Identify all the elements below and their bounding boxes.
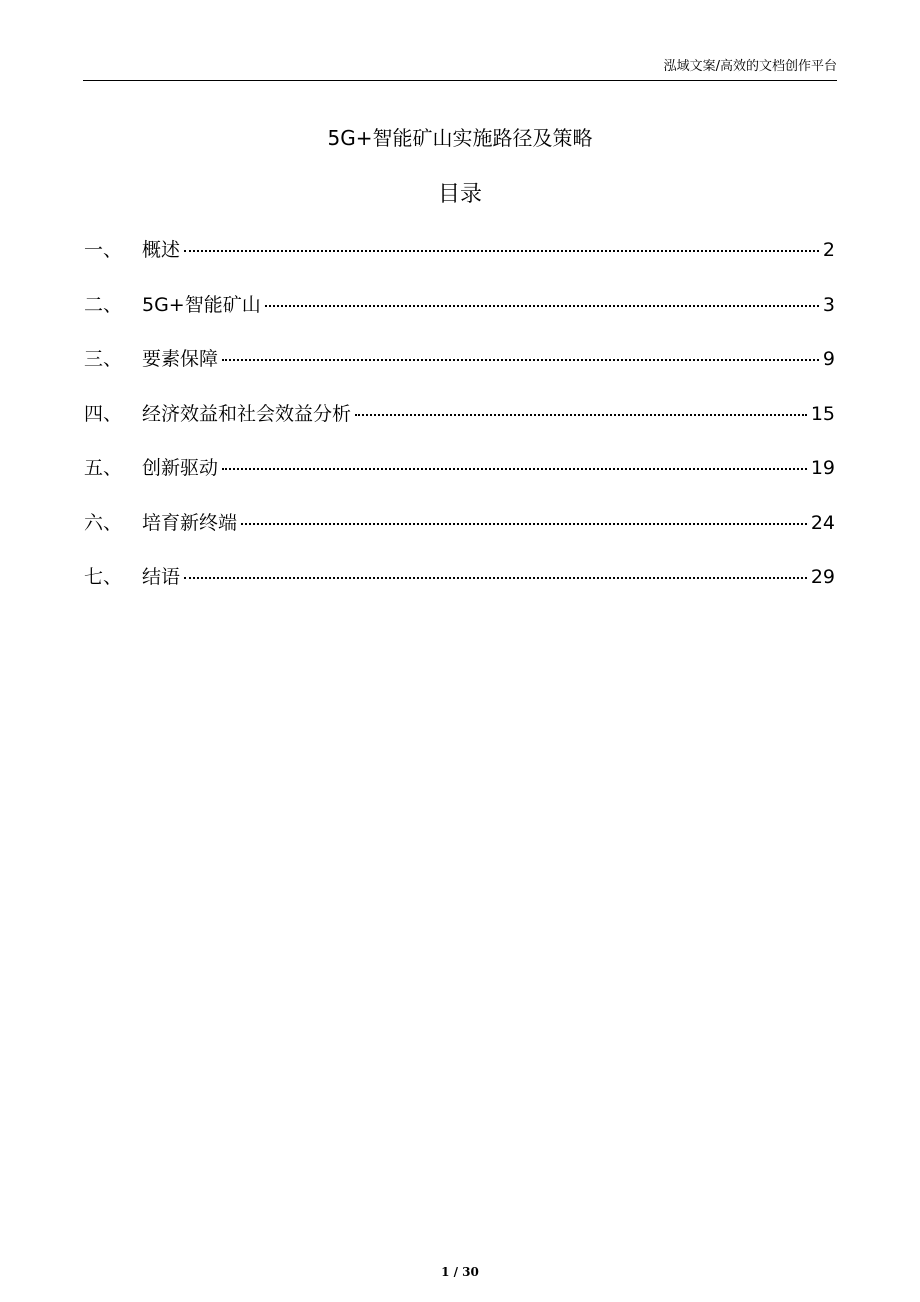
toc-entry-title: 经济效益和社会效益分析 [142, 402, 352, 425]
toc-entry-title: 培育新终端 [142, 511, 238, 534]
toc-entry-page: 19 [810, 457, 835, 479]
toc-entry-title: 创新驱动 [142, 457, 219, 479]
toc-entry[interactable] [84, 563, 835, 618]
toc-entry-number: 六、 [84, 511, 123, 534]
header-text: 泓域文案/高效的文档创作平台 [663, 59, 837, 74]
toc-leader-dots [184, 250, 819, 252]
toc-entry-number: 四、 [84, 402, 123, 425]
toc-entry[interactable] [84, 236, 835, 291]
toc-leader-dots [222, 468, 807, 470]
toc-entry[interactable] [84, 345, 835, 400]
toc-entry-title: 5G+智能矿山 [142, 293, 261, 316]
toc-leader-dots [265, 305, 819, 307]
toc-leader-dots [222, 359, 819, 361]
toc-entry[interactable] [84, 291, 835, 346]
toc-entry-number: 三、 [84, 348, 123, 370]
table-of-contents [84, 236, 835, 618]
toc-leader-dots [355, 414, 807, 416]
toc-entry-title: 结语 [142, 566, 181, 588]
toc-entry-number: 五、 [84, 457, 123, 479]
toc-entry-title: 概述 [142, 239, 181, 261]
toc-entry-page: 9 [822, 348, 835, 370]
toc-entry-page: 3 [822, 293, 835, 316]
toc-entry-number: 二、 [84, 293, 123, 316]
toc-entry[interactable] [84, 509, 835, 564]
toc-entry-page: 2 [822, 239, 835, 261]
page-number: 1 / 30 [441, 1265, 479, 1279]
toc-entry-number: 一、 [84, 239, 123, 261]
toc-leader-dots [184, 577, 807, 579]
document-title: 5G+智能矿山实施路径及策略 [327, 126, 593, 150]
toc-entry-page: 29 [810, 566, 835, 588]
toc-entry[interactable] [84, 400, 835, 455]
toc-entry-title: 要素保障 [142, 348, 219, 370]
toc-entry-page: 15 [810, 402, 835, 425]
toc-entry[interactable] [84, 454, 835, 509]
toc-entry-page: 24 [810, 511, 835, 534]
toc-leader-dots [241, 523, 807, 525]
toc-entry-number: 七、 [84, 566, 123, 588]
header-divider [83, 80, 837, 81]
toc-heading: 目录 [437, 182, 482, 207]
